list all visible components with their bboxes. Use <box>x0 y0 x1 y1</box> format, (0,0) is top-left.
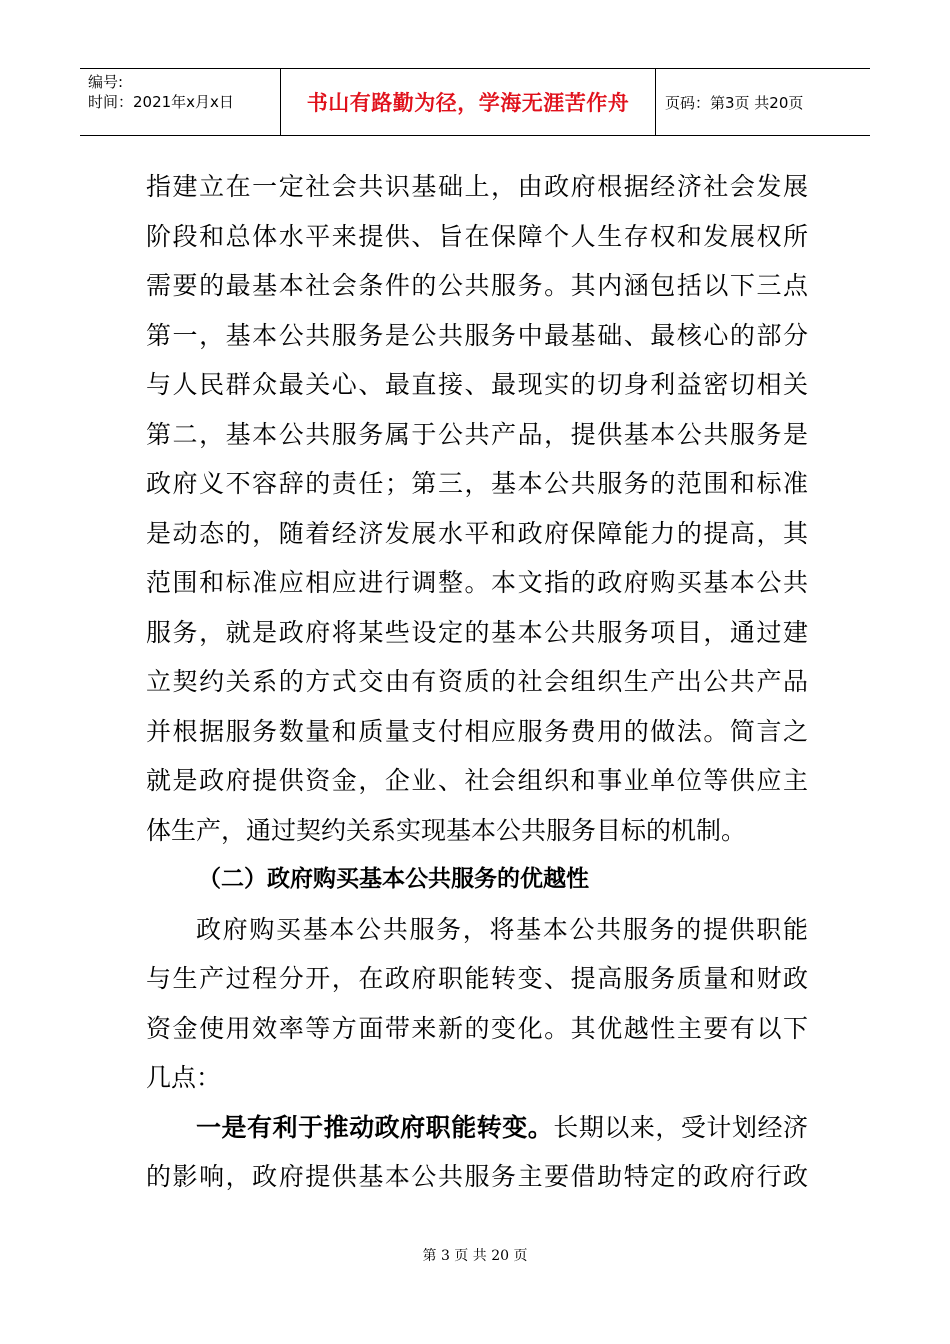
section-heading: （二）政府购买基本公共服务的优越性 <box>198 866 589 892</box>
page-header <box>80 68 870 136</box>
body-line: 立契约关系的方式交由有资质的社会组织生产出公共产品 <box>146 667 808 696</box>
body-line: 阶段和总体水平来提供、旨在保障个人生存权和发展权所 <box>146 221 808 251</box>
document-body <box>146 162 808 1202</box>
body-line: 指建立在一定社会共识基础上，由政府根据经济社会发展 <box>146 172 808 201</box>
body-line: 政府义不容辞的责任；第三，基本公共服务的范围和标准 <box>146 469 808 498</box>
body-line: 与人民群众最关心、最直接、最现实的切身利益密切相关 <box>146 370 808 399</box>
body-line: 的影响，政府提供基本公共服务主要借助特定的政府行政 <box>146 1162 808 1191</box>
body-line: 就是政府提供资金，企业、社会组织和事业单位等供应主 <box>146 766 808 795</box>
body-line: 并根据服务数量和质量支付相应服务费用的做法。简言之 <box>146 716 808 746</box>
body-line: 资金使用效率等方面带来新的变化。其优越性主要有以下 <box>146 1013 808 1043</box>
body-line: 第二，基本公共服务属于公共产品，提供基本公共服务是 <box>146 419 808 449</box>
body-line <box>146 1103 808 1153</box>
body-line: 需要的最基本社会条件的公共服务。其内涵包括以下三点 <box>146 271 808 300</box>
body-line: 政府购买基本公共服务，将基本公共服务的提供职能 <box>196 914 808 944</box>
header-page-info: 页码：第3页 共20页 <box>665 93 804 112</box>
time-label: 时间：2021年x月x日 <box>88 93 234 111</box>
body-line: 几点： <box>146 1063 222 1092</box>
body-line: 第一，基本公共服务是公共服务中最基础、最核心的部分 <box>146 320 808 350</box>
page-footer: 第 3 页 共 20 页 <box>422 1248 528 1264</box>
body-line: 服务，就是政府将某些设定的基本公共服务项目，通过建 <box>146 617 808 647</box>
body-line: 与生产过程分开，在政府职能转变、提高服务质量和财政 <box>146 964 808 993</box>
body-line: 体生产，通过契约关系实现基本公共服务目标的机制。 <box>146 815 747 845</box>
body-line: 是动态的，随着经济发展水平和政府保障能力的提高，其 <box>146 518 808 548</box>
header-meta <box>80 69 281 135</box>
number-label: 编号: <box>88 73 124 91</box>
header-motto: 书山有路勤为径，学海无涯苦作舟 <box>281 69 656 135</box>
point-text: 长期以来，受计划经济 <box>553 1112 808 1142</box>
body-line: 范围和标准应相应进行调整。本文指的政府购买基本公共 <box>146 568 808 597</box>
point-lead: 一是有利于推动政府职能转变。 <box>196 1112 554 1142</box>
